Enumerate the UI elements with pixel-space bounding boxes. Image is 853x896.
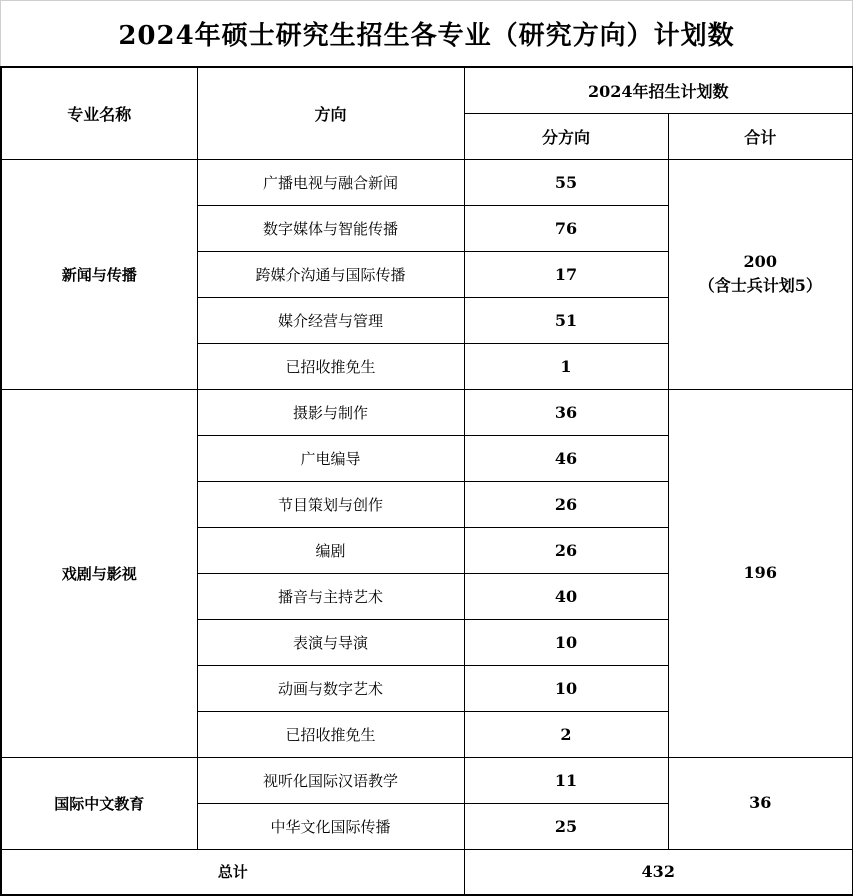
count-cell: 2 bbox=[464, 711, 668, 757]
count-cell: 17 bbox=[464, 251, 668, 297]
table-row bbox=[1, 389, 853, 435]
direction-cell: 动画与数字艺术 bbox=[197, 665, 464, 711]
count-cell: 1 bbox=[464, 343, 668, 389]
count-cell: 26 bbox=[464, 481, 668, 527]
count-cell: 55 bbox=[464, 159, 668, 205]
direction-cell: 跨媒介沟通与国际传播 bbox=[197, 251, 464, 297]
direction-cell: 节目策划与创作 bbox=[197, 481, 464, 527]
total-row bbox=[1, 849, 853, 895]
header-major: 专业名称 bbox=[1, 67, 197, 159]
direction-cell: 编剧 bbox=[197, 527, 464, 573]
group-total-cell bbox=[668, 389, 853, 757]
direction-cell: 中华文化国际传播 bbox=[197, 803, 464, 849]
page-title: 2024年硕士研究生招生各专业（研究方向）计划数 bbox=[0, 0, 853, 66]
major-name: 国际中文教育 bbox=[1, 757, 197, 849]
header-row-1 bbox=[1, 67, 853, 113]
direction-cell: 广播电视与融合新闻 bbox=[197, 159, 464, 205]
header-total: 合计 bbox=[668, 113, 853, 159]
header-plan-group: 2024年招生计划数 bbox=[464, 67, 853, 113]
group-total-value: 196 bbox=[743, 563, 777, 582]
major-name: 戏剧与影视 bbox=[1, 389, 197, 757]
major-name: 新闻与传播 bbox=[1, 159, 197, 389]
direction-cell: 广电编导 bbox=[197, 435, 464, 481]
direction-cell: 表演与导演 bbox=[197, 619, 464, 665]
direction-cell: 数字媒体与智能传播 bbox=[197, 205, 464, 251]
count-cell: 46 bbox=[464, 435, 668, 481]
grand-total-value: 432 bbox=[464, 849, 853, 895]
group-total-value: 200 bbox=[743, 252, 777, 271]
count-cell: 10 bbox=[464, 665, 668, 711]
header-by-direction: 分方向 bbox=[464, 113, 668, 159]
table-row bbox=[1, 757, 853, 803]
count-cell: 10 bbox=[464, 619, 668, 665]
count-cell: 26 bbox=[464, 527, 668, 573]
count-cell: 11 bbox=[464, 757, 668, 803]
header-direction: 方向 bbox=[197, 67, 464, 159]
group-total-note: （含士兵计划5） bbox=[698, 276, 822, 295]
direction-cell: 媒介经营与管理 bbox=[197, 297, 464, 343]
group-total-cell bbox=[668, 757, 853, 849]
count-cell: 36 bbox=[464, 389, 668, 435]
count-cell: 25 bbox=[464, 803, 668, 849]
count-cell: 51 bbox=[464, 297, 668, 343]
enrollment-plan-table bbox=[0, 66, 853, 896]
table-row bbox=[1, 159, 853, 205]
direction-cell: 摄影与制作 bbox=[197, 389, 464, 435]
direction-cell: 已招收推免生 bbox=[197, 711, 464, 757]
count-cell: 40 bbox=[464, 573, 668, 619]
grand-total-label: 总计 bbox=[1, 849, 464, 895]
direction-cell: 视听化国际汉语教学 bbox=[197, 757, 464, 803]
group-total-cell bbox=[668, 159, 853, 389]
group-total-value: 36 bbox=[749, 793, 772, 812]
count-cell: 76 bbox=[464, 205, 668, 251]
direction-cell: 已招收推免生 bbox=[197, 343, 464, 389]
direction-cell: 播音与主持艺术 bbox=[197, 573, 464, 619]
